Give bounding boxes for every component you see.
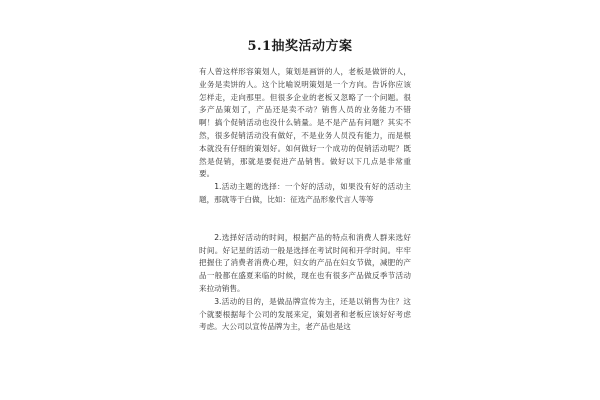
paragraph-gap: [199, 207, 411, 232]
point-1-paragraph: 1.活动主题的选择：一个好的活动，如果没有好的活动主题，那就等于白做，比如：征选产品形象代言人等等: [199, 182, 411, 204]
section-title: 5.1抽奖活动方案: [247, 39, 353, 54]
point-2-paragraph: 2.选择好活动的时间，根据产品的特点和消费人群来选好时间。好记星的活动一般是选择在考试时间和开学时间。牢牢把握住了消费者消费心理，妇女的产品在妇女节做，减肥的产品一般都在盛夏来临的时候，现在也有很多产品做反季节活动来拉动销售。: [199, 232, 411, 293]
point-3-paragraph: 3.活动的目的，是做品牌宣传为主，还是以销售为住？这个就要根据每个公司的发展来定，策划者和老板应该好好考虑考虑。大公司以宣传品牌为主，老产品也是这: [199, 296, 411, 332]
body-text: [199, 66, 411, 334]
intro-paragraph: 有人曾这样形容策划人，策划是画饼的人，老板是做饼的人，业务是卖饼的人。这个比喻说明策划是一个方向。告诉你应该怎样走，走向那里。但很多企业的老板又忽略了一个问题。很多产品策划了，产品还是卖不动？销售人员的业务能力不错啊！搞个促销活动也没什么销量。是不是产品有问题？其实不然，很多促销活动没有做好，不是业务人员没有能力，而是根本就没有仔细的策划好。如何做好一个成功的促销活动呢？既然是促销，那就是要促进产品销售。做好以下几点是非常重要。: [199, 67, 411, 179]
